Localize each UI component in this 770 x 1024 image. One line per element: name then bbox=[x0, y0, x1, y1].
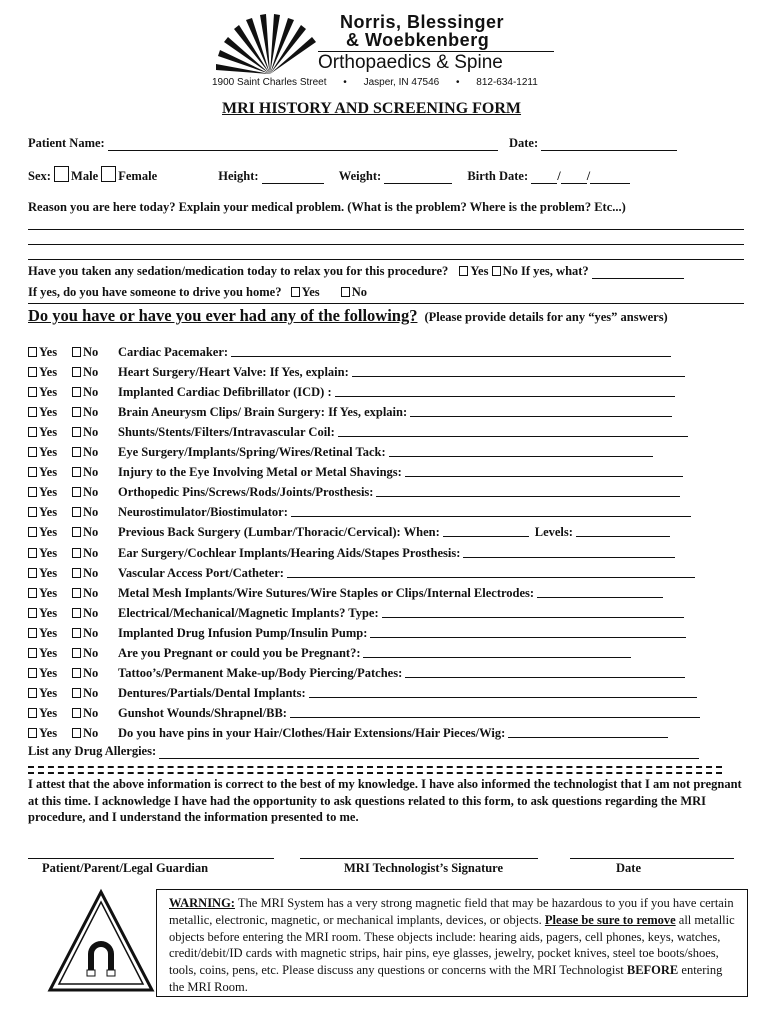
checklist-item bbox=[28, 664, 685, 682]
sedation-what-field[interactable] bbox=[592, 264, 684, 279]
checklist-question: Eye Surgery/Implants/Spring/Wires/Retinal Tack: bbox=[118, 445, 386, 460]
no-option[interactable] bbox=[72, 704, 116, 722]
no-label: No bbox=[83, 625, 99, 640]
no-checkbox[interactable] bbox=[72, 527, 81, 537]
explain-field[interactable] bbox=[410, 403, 672, 417]
checklist-question: Dentures/Partials/Dental Implants: bbox=[118, 685, 306, 700]
checklist-question: Orthopedic Pins/Screws/Rods/Joints/Prosthesis: bbox=[118, 485, 374, 500]
yes-option[interactable] bbox=[28, 363, 72, 381]
yes-label: Yes bbox=[39, 405, 58, 420]
checklist-question: Brain Aneurysm Clips/ Brain Surgery: If Yes, explain: bbox=[118, 405, 408, 420]
yes-checkbox[interactable] bbox=[28, 708, 37, 718]
yes-label: Yes bbox=[39, 445, 58, 460]
yes-checkbox[interactable] bbox=[28, 447, 37, 457]
yes-option[interactable] bbox=[28, 443, 72, 461]
yes-option[interactable] bbox=[28, 423, 72, 441]
yes-checkbox[interactable] bbox=[28, 648, 37, 658]
explain-field[interactable] bbox=[231, 343, 671, 357]
explain-field[interactable] bbox=[537, 584, 663, 598]
no-checkbox[interactable] bbox=[72, 407, 81, 417]
yes-checkbox[interactable] bbox=[28, 548, 37, 558]
explain-field[interactable] bbox=[405, 664, 685, 678]
no-option[interactable] bbox=[72, 624, 116, 642]
yes-label: Yes bbox=[39, 485, 58, 500]
no-label: No bbox=[83, 585, 99, 600]
yes-option[interactable] bbox=[28, 624, 72, 642]
warning-text-3: entering the MRI Room. bbox=[169, 963, 723, 994]
sunburst-logo-icon bbox=[210, 12, 330, 78]
yes-label: Yes bbox=[39, 645, 58, 660]
history-heading: Do you have or have you ever had any of the following? bbox=[28, 306, 418, 325]
warning-label: WARNING: bbox=[169, 896, 235, 910]
no-option[interactable] bbox=[72, 724, 116, 742]
yes-option[interactable] bbox=[28, 544, 72, 562]
birth-year-field[interactable] bbox=[590, 169, 630, 184]
no-option[interactable] bbox=[72, 403, 116, 421]
checklist-question: Injury to the Eye Involving Metal or Metal Shavings: bbox=[118, 465, 402, 480]
checklist-item bbox=[28, 463, 683, 481]
explain-field[interactable] bbox=[291, 503, 691, 517]
explain-field[interactable] bbox=[338, 423, 688, 437]
yes-label: Yes bbox=[39, 465, 58, 480]
no-option[interactable] bbox=[72, 644, 116, 662]
drive-no-label: No bbox=[351, 285, 368, 299]
yes-checkbox[interactable] bbox=[28, 608, 37, 618]
male-checkbox[interactable] bbox=[54, 166, 69, 182]
no-label: No bbox=[83, 665, 99, 680]
yes-checkbox[interactable] bbox=[28, 728, 37, 738]
yes-checkbox[interactable] bbox=[28, 367, 37, 377]
checklist-question: Previous Back Surgery (Lumbar/Thoracic/Cervical): When: bbox=[118, 525, 440, 540]
yes-no-options bbox=[28, 624, 118, 642]
yes-option[interactable] bbox=[28, 584, 72, 602]
no-checkbox[interactable] bbox=[72, 648, 81, 658]
no-label: No bbox=[83, 425, 99, 440]
magnet-warning-sign bbox=[46, 888, 156, 994]
yes-label: Yes bbox=[39, 505, 58, 520]
patient-signature-line[interactable] bbox=[28, 858, 274, 859]
yes-no-options bbox=[28, 644, 118, 662]
back-surgery-levels-field[interactable] bbox=[576, 523, 670, 537]
double-divider bbox=[28, 766, 722, 774]
no-option[interactable] bbox=[72, 564, 116, 582]
birthdate-separator-2: / bbox=[586, 169, 591, 183]
yes-option[interactable] bbox=[28, 644, 72, 662]
height-field[interactable] bbox=[262, 169, 324, 184]
yes-label: Yes bbox=[39, 545, 58, 560]
yes-no-options bbox=[28, 664, 118, 682]
checklist-question: Do you have pins in your Hair/Clothes/Hair Extensions/Hair Pieces/Wig: bbox=[118, 725, 506, 740]
explain-field[interactable] bbox=[508, 724, 668, 738]
sedation-yes-checkbox[interactable] bbox=[459, 266, 468, 276]
yes-checkbox[interactable] bbox=[28, 407, 37, 417]
date-signature-label: Date bbox=[616, 861, 641, 875]
no-label: No bbox=[83, 545, 99, 560]
no-option[interactable] bbox=[72, 483, 116, 501]
no-option[interactable] bbox=[72, 684, 116, 702]
checklist-question: Ear Surgery/Cochlear Implants/Hearing Aids/Stapes Prosthesis: bbox=[118, 545, 461, 560]
yes-checkbox[interactable] bbox=[28, 527, 37, 537]
checklist-question: Cardiac Pacemaker: bbox=[118, 345, 229, 359]
yes-no-options bbox=[28, 503, 118, 521]
explain-field[interactable] bbox=[382, 604, 684, 618]
explain-field[interactable] bbox=[463, 544, 675, 558]
no-label: No bbox=[83, 685, 99, 700]
yes-no-options bbox=[28, 483, 118, 501]
yes-no-options bbox=[28, 604, 118, 622]
checklist-item bbox=[28, 503, 691, 521]
sedation-no-checkbox[interactable] bbox=[492, 266, 501, 276]
no-label: No bbox=[83, 485, 99, 500]
explain-field[interactable] bbox=[370, 624, 686, 638]
no-option[interactable] bbox=[72, 503, 116, 521]
yes-option[interactable] bbox=[28, 503, 72, 521]
yes-option[interactable] bbox=[28, 684, 72, 702]
no-option[interactable] bbox=[72, 383, 116, 401]
date-field[interactable] bbox=[541, 136, 677, 151]
warning-before: BEFORE bbox=[626, 963, 679, 978]
no-checkbox[interactable] bbox=[72, 347, 81, 357]
yes-no-options bbox=[28, 363, 118, 381]
practice-address: 1900 Saint Charles Street • Jasper, IN 47546 • 812-634-1211 bbox=[212, 77, 538, 88]
yes-label: Yes bbox=[39, 625, 58, 640]
no-checkbox[interactable] bbox=[72, 427, 81, 437]
sex-label: Sex: bbox=[28, 169, 51, 183]
yes-label: Yes bbox=[39, 525, 58, 540]
yes-checkbox[interactable] bbox=[28, 507, 37, 517]
sedation-yes-label: Yes bbox=[470, 264, 489, 278]
back-surgery-when-field[interactable] bbox=[443, 523, 529, 537]
practice-name-line2: & Woebkenberg bbox=[346, 30, 490, 50]
no-checkbox[interactable] bbox=[72, 487, 81, 497]
yes-no-options bbox=[28, 584, 118, 602]
no-checkbox[interactable] bbox=[72, 367, 81, 377]
drive-yes-label: Yes bbox=[301, 285, 320, 299]
drive-yes-checkbox[interactable] bbox=[291, 287, 300, 297]
allergies-field[interactable] bbox=[159, 744, 699, 759]
yes-option[interactable] bbox=[28, 604, 72, 622]
reason-line-1[interactable] bbox=[28, 229, 744, 230]
checklist-question: Neurostimulator/Biostimulator: bbox=[118, 505, 288, 520]
no-label: No bbox=[83, 365, 99, 380]
no-checkbox[interactable] bbox=[72, 507, 81, 517]
yes-option[interactable] bbox=[28, 343, 72, 361]
yes-label: Yes bbox=[39, 425, 58, 440]
no-label: No bbox=[83, 465, 99, 480]
no-label: No bbox=[83, 725, 99, 740]
magnet-warning-icon bbox=[46, 888, 156, 994]
checklist-item bbox=[28, 443, 653, 461]
checklist-question: Implanted Drug Infusion Pump/Insulin Pump: bbox=[118, 625, 368, 640]
yes-no-options bbox=[28, 684, 118, 702]
no-checkbox[interactable] bbox=[72, 708, 81, 718]
yes-label: Yes bbox=[39, 665, 58, 680]
female-label: Female bbox=[118, 169, 158, 183]
yes-option[interactable] bbox=[28, 724, 72, 742]
yes-option[interactable] bbox=[28, 664, 72, 682]
allergies-label: List any Drug Allergies: bbox=[28, 744, 157, 758]
yes-checkbox[interactable] bbox=[28, 347, 37, 357]
weight-label: Weight: bbox=[338, 169, 382, 183]
drive-row bbox=[28, 285, 367, 300]
explain-field[interactable] bbox=[376, 483, 680, 497]
no-option[interactable] bbox=[72, 363, 116, 381]
attestation-text: I attest that the above information is correct to the best of my knowledge. I have also informed the technologist that I am not pregnant at this time. I acknowledge I have had the opportunity to ask questions related to this form, to ask questions regarding the MRI procedure, and I understand the information presented to me. bbox=[28, 777, 742, 824]
no-label: No bbox=[83, 405, 99, 420]
yes-no-options bbox=[28, 423, 118, 441]
no-option[interactable] bbox=[72, 423, 116, 441]
yes-option[interactable] bbox=[28, 704, 72, 722]
section-divider-2 bbox=[28, 303, 744, 304]
no-checkbox[interactable] bbox=[72, 728, 81, 738]
yes-no-options bbox=[28, 443, 118, 461]
patient-name-label: Patient Name: bbox=[28, 136, 105, 150]
checklist-item bbox=[28, 704, 700, 722]
warning-emphasis: Please be sure to remove bbox=[544, 912, 676, 927]
address-city: Jasper, IN 47546 bbox=[363, 77, 440, 88]
no-checkbox[interactable] bbox=[72, 588, 81, 598]
yes-no-options bbox=[28, 523, 118, 541]
no-checkbox[interactable] bbox=[72, 628, 81, 638]
no-label: No bbox=[83, 505, 99, 520]
patient-name-row bbox=[28, 136, 677, 151]
yes-checkbox[interactable] bbox=[28, 568, 37, 578]
demographics-row bbox=[28, 166, 630, 184]
no-checkbox[interactable] bbox=[72, 668, 81, 678]
checklist-item bbox=[28, 423, 688, 441]
yes-option[interactable] bbox=[28, 463, 72, 481]
checklist-item bbox=[28, 544, 675, 562]
yes-checkbox[interactable] bbox=[28, 588, 37, 598]
technologist-signature-label: MRI Technologist’s Signature bbox=[344, 861, 504, 875]
date-label: Date: bbox=[508, 136, 539, 150]
no-option[interactable] bbox=[72, 463, 116, 481]
checklist-question: Metal Mesh Implants/Wire Sutures/Wire Staples or Clips/Internal Electrodes: bbox=[118, 585, 535, 600]
yes-option[interactable] bbox=[28, 523, 72, 541]
checklist-question: Implanted Cardiac Defibrillator (ICD) : bbox=[118, 385, 332, 400]
birth-month-field[interactable] bbox=[531, 169, 557, 184]
checklist-question: Tattoo’s/Permanent Make-up/Body Piercing/Patches: bbox=[118, 665, 403, 680]
warning-box bbox=[156, 889, 748, 997]
male-label: Male bbox=[71, 169, 99, 183]
yes-option[interactable] bbox=[28, 564, 72, 582]
explain-field[interactable] bbox=[309, 684, 697, 698]
no-label: No bbox=[83, 525, 99, 540]
explain-field[interactable] bbox=[405, 463, 683, 477]
yes-checkbox[interactable] bbox=[28, 387, 37, 397]
yes-no-options bbox=[28, 724, 118, 742]
no-checkbox[interactable] bbox=[72, 608, 81, 618]
yes-no-options bbox=[28, 564, 118, 582]
yes-no-options bbox=[28, 403, 118, 421]
no-option[interactable] bbox=[72, 343, 116, 361]
checklist-item bbox=[28, 584, 663, 602]
yes-option[interactable] bbox=[28, 483, 72, 501]
no-checkbox[interactable] bbox=[72, 387, 81, 397]
checklist-question: Heart Surgery/Heart Valve: If Yes, explain: bbox=[118, 365, 349, 380]
yes-no-options bbox=[28, 463, 118, 481]
reason-prompt: Reason you are here today? Explain your medical problem. (What is the problem? Where is the problem? Etc...) bbox=[28, 200, 626, 214]
no-option[interactable] bbox=[72, 523, 116, 541]
yes-label: Yes bbox=[39, 585, 58, 600]
yes-label: Yes bbox=[39, 385, 58, 400]
no-option[interactable] bbox=[72, 664, 116, 682]
no-option[interactable] bbox=[72, 604, 116, 622]
yes-no-options bbox=[28, 383, 118, 401]
explain-field[interactable] bbox=[352, 363, 685, 377]
checklist-item bbox=[28, 343, 671, 361]
sedation-question: Have you taken any sedation/medication today to relax you for this procedure? bbox=[28, 264, 449, 278]
yes-checkbox[interactable] bbox=[28, 487, 37, 497]
address-street: 1900 Saint Charles Street bbox=[212, 77, 327, 88]
yes-label: Yes bbox=[39, 705, 58, 720]
yes-checkbox[interactable] bbox=[28, 467, 37, 477]
checklist-question: Electrical/Mechanical/Magnetic Implants? Type: bbox=[118, 605, 379, 620]
checklist-item bbox=[28, 523, 670, 541]
checklist-item bbox=[28, 624, 686, 642]
sedation-row bbox=[28, 264, 684, 279]
reason-line-2[interactable] bbox=[28, 244, 744, 245]
levels-label: Levels: bbox=[534, 525, 573, 540]
checklist-item bbox=[28, 564, 695, 582]
address-phone: 812-634-1211 bbox=[476, 77, 538, 88]
checklist-item bbox=[28, 604, 684, 622]
yes-label: Yes bbox=[39, 685, 58, 700]
drive-question: If yes, do you have someone to drive you home? bbox=[28, 285, 282, 299]
checklist-question: Shunts/Stents/Filters/Intravascular Coil: bbox=[118, 425, 335, 440]
no-option[interactable] bbox=[72, 584, 116, 602]
patient-name-field[interactable] bbox=[108, 136, 498, 151]
sedation-no-label: No If yes, what? bbox=[502, 264, 589, 278]
no-label: No bbox=[83, 705, 99, 720]
no-checkbox[interactable] bbox=[72, 548, 81, 558]
yes-checkbox[interactable] bbox=[28, 668, 37, 678]
yes-no-options bbox=[28, 544, 118, 562]
weight-field[interactable] bbox=[384, 169, 452, 184]
yes-option[interactable] bbox=[28, 383, 72, 401]
explain-field[interactable] bbox=[335, 383, 675, 397]
checklist-item bbox=[28, 363, 685, 381]
practice-logo bbox=[210, 12, 330, 78]
practice-name-line1: Norris, Blessinger bbox=[340, 12, 505, 32]
patient-signature-label: Patient/Parent/Legal Guardian bbox=[42, 861, 209, 875]
explain-field[interactable] bbox=[290, 704, 700, 718]
no-label: No bbox=[83, 645, 99, 660]
checklist-item bbox=[28, 383, 675, 401]
checklist-question: Gunshot Wounds/Shrapnel/BB: bbox=[118, 705, 287, 720]
birth-day-field[interactable] bbox=[561, 169, 587, 184]
checklist-question: Are you Pregnant or could you be Pregnant?: bbox=[118, 645, 361, 660]
explain-field[interactable] bbox=[389, 443, 653, 457]
history-section-heading bbox=[28, 306, 668, 326]
yes-no-options bbox=[28, 704, 118, 722]
checklist-item bbox=[28, 644, 631, 662]
birthdate-separator-1: / bbox=[557, 169, 561, 183]
yes-label: Yes bbox=[39, 365, 58, 380]
no-checkbox[interactable] bbox=[72, 447, 81, 457]
height-label: Height: bbox=[218, 169, 259, 183]
no-label: No bbox=[83, 445, 99, 460]
drive-no-checkbox[interactable] bbox=[341, 287, 350, 297]
explain-field[interactable] bbox=[287, 564, 695, 578]
no-label: No bbox=[83, 385, 99, 400]
warning-text-1: The MRI System has a very strong magnetic field that may be hazardous to you if you have certain metallic, electronic, magnetic, or mechanical implants, devices, or objects. bbox=[169, 896, 734, 927]
yes-label: Yes bbox=[39, 725, 58, 740]
yes-option[interactable] bbox=[28, 403, 72, 421]
no-label: No bbox=[83, 605, 99, 620]
no-checkbox[interactable] bbox=[72, 568, 81, 578]
yes-checkbox[interactable] bbox=[28, 628, 37, 638]
checklist-question: Vascular Access Port/Catheter: bbox=[118, 565, 284, 580]
yes-label: Yes bbox=[39, 565, 58, 580]
yes-checkbox[interactable] bbox=[28, 688, 37, 698]
birthdate-label: Birth Date: bbox=[467, 169, 529, 183]
allergies-row bbox=[28, 744, 699, 759]
yes-label: Yes bbox=[39, 345, 58, 359]
technologist-signature-line[interactable] bbox=[300, 858, 538, 859]
no-checkbox[interactable] bbox=[72, 688, 81, 698]
checklist-item bbox=[28, 684, 697, 702]
explain-field[interactable] bbox=[363, 644, 631, 658]
yes-label: Yes bbox=[39, 605, 58, 620]
signature-date-line[interactable] bbox=[570, 858, 734, 859]
no-option[interactable] bbox=[72, 443, 116, 461]
yes-no-options bbox=[28, 343, 118, 361]
yes-checkbox[interactable] bbox=[28, 427, 37, 437]
no-checkbox[interactable] bbox=[72, 467, 81, 477]
checklist-item bbox=[28, 403, 672, 421]
warning-text-2: all metallic objects before entering the MRI room. These objects include: hearing aids, pagers, cell phones, keys, watches, credit/debit/ID cards with magnetic strips, hair pins, eye glasses, jewelry, pocket knives, steel toe boots/shoes, tools, coins, pens, etc. Please discuss any questions or concerns with the MRI Technologist bbox=[169, 912, 735, 978]
practice-name-line3: Orthopaedics & Spine bbox=[318, 52, 503, 73]
checklist-item bbox=[28, 483, 680, 501]
no-option[interactable] bbox=[72, 544, 116, 562]
history-note: (Please provide details for any “yes” answers) bbox=[424, 310, 668, 324]
form-title: MRI HISTORY AND SCREENING FORM bbox=[222, 100, 522, 117]
checklist-item bbox=[28, 724, 668, 742]
section-divider bbox=[28, 259, 744, 260]
no-label: No bbox=[83, 345, 99, 359]
no-label: No bbox=[83, 565, 99, 580]
female-checkbox[interactable] bbox=[101, 166, 116, 182]
